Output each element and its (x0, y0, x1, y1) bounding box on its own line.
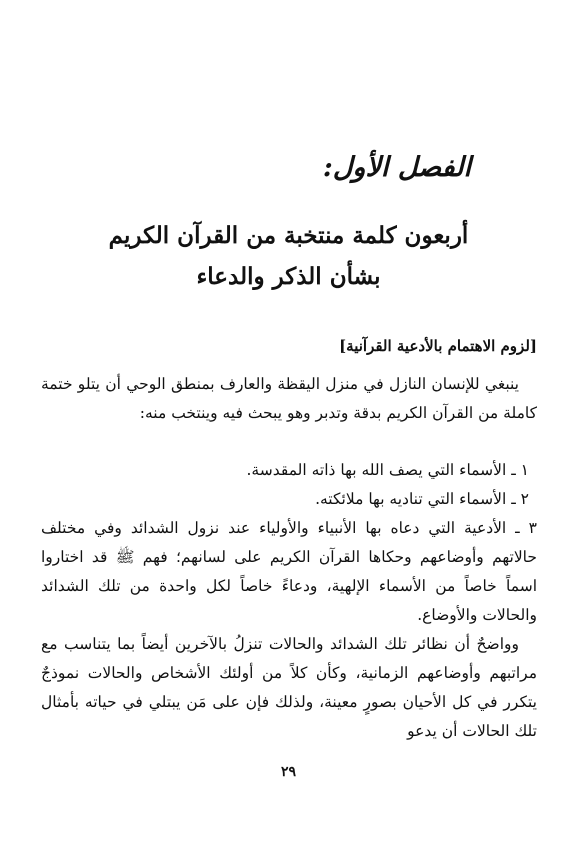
list-item-2: ٢ ـ الأسماء التي تناديه بها ملائكته. (315, 490, 529, 508)
list-item-1: ١ ـ الأسماء التي يصف الله بها ذاته المقدسة. (246, 461, 529, 479)
paragraph-intro: ينبغي للإنسان النازل في منزل اليقظة والعارف بمنطق الوحي أن يتلو ختمة كاملة من القرآن الكريم بدقة وتدبر وهو يبحث فيه وينتخب منه: (41, 375, 537, 422)
paragraph-item-3: ٣ ـ الأدعية التي دعاه بها الأنبياء والأولياء عند نزول الشدائد وفي مختلف حالاتهم وأوضاعهم وحكاها القرآن الكريم على لسانهم؛ فهم ﷺ قد اختاروا اسماً خاصاً من الأسماء الإلهية، ودعاءً خاصاً لكل واحدة من تلك الشدائد والحالات والأوضاع. (41, 519, 537, 624)
page-number: ٢٩ (280, 764, 297, 780)
page-title-line-1: أربعون كلمة منتخبة من القرآن الكريم (108, 222, 469, 249)
section-heading: [لزوم الاهتمام بالأدعية القرآنية] (339, 337, 537, 355)
chapter-label: الفصل الأول: (322, 152, 471, 183)
page-title-line-2: بشأن الذكر والدعاء (196, 263, 381, 290)
paragraph-continuation: وواضحٌ أن نظائر تلك الشدائد والحالات تنزلُ بالآخرين أيضاً بما يتناسب مع مراتبهم وأوضاعهم الزمانية، وكأن كلاً من أولئك الأشخاص والحالات نموذجٌ يتكرر في كل الأحيان بصورٍ معينة، ولذلك فإن على مَن يبتلي في حياته بأمثال تلك الحالات أن يدعو (41, 635, 537, 740)
